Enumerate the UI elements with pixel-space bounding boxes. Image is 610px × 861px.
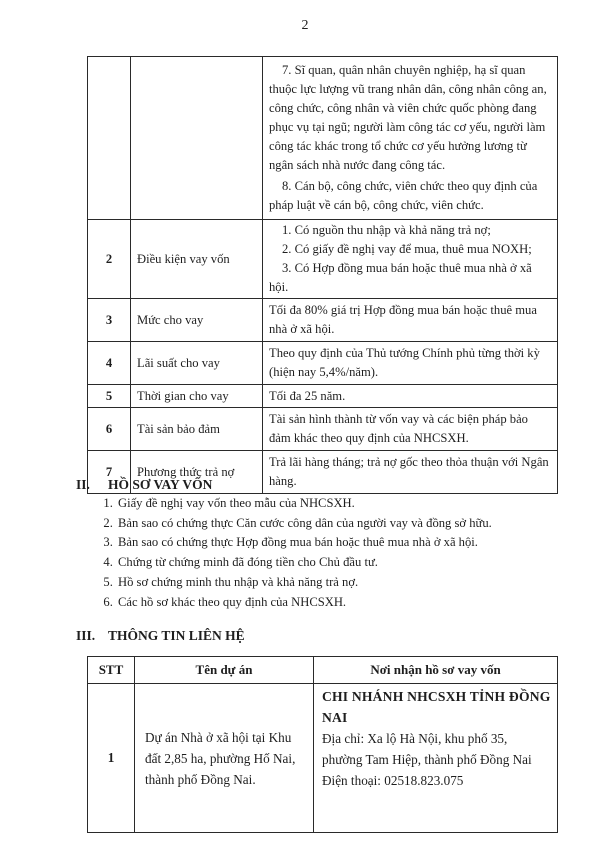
row-content-cell (263, 299, 558, 342)
row-content-cell (263, 408, 558, 451)
document-list (98, 494, 492, 612)
row-content-cell (263, 385, 558, 408)
row-number-cell: 7 (88, 451, 131, 494)
table-row (88, 342, 558, 385)
row-label-cell (131, 57, 263, 220)
list-item: Tối đa 80% giá trị Hợp đồng mua bán hoặc thuê mua nhà ở xã hội. (269, 303, 537, 336)
list-item: 8. Cán bộ, công chức, viên chức theo quy định của pháp luật về cán bộ, công chức, viên chức. (269, 179, 538, 212)
branch-name: CHI NHÁNH NHCSXH TỈNH ĐỒNG NAI (322, 689, 551, 725)
table-header-row (88, 657, 558, 684)
stt-cell: 1 (88, 684, 135, 833)
list-item: 6. Các hồ sơ khác theo quy định của NHCSXH. (116, 593, 492, 613)
contact-table (87, 656, 558, 833)
list-item: 1. Có nguồn thu nhập và khả năng trả nợ; (282, 223, 491, 237)
section-heading-loan-documents (76, 477, 212, 493)
table-row (88, 299, 558, 342)
page-number: 2 (301, 18, 309, 33)
list-item: 3. Có Hợp đồng mua bán hoặc thuê mua nhà ở xã hội. (269, 261, 532, 294)
row-number-cell: 2 (88, 220, 131, 299)
list-item: Tài sản hình thành từ vốn vay và các biện pháp bảo đảm khác theo quy định của NHCSXH. (269, 412, 528, 445)
row-label-cell: Mức cho vay (131, 299, 263, 342)
branch-address: Địa chỉ: Xa lộ Hà Nội, khu phố 35, phường Tam Hiệp, thành phố Đồng Nai (322, 731, 532, 767)
row-label-cell: Phương thức trả nợ (131, 451, 263, 494)
row-number-cell (88, 57, 131, 220)
project-cell: Dự án Nhà ở xã hội tại Khu đất 2,85 ha, phường Hố Nai, thành phố Đồng Nai. (135, 684, 314, 833)
row-number-cell: 4 (88, 342, 131, 385)
row-content-cell (263, 57, 558, 220)
row-content-cell (263, 220, 558, 299)
row-number-cell: 3 (88, 299, 131, 342)
column-header: Nơi nhận hồ sơ vay vốn (314, 657, 558, 684)
row-label-cell: Lãi suất cho vay (131, 342, 263, 385)
list-item: 3. Bản sao có chứng thực Hợp đồng mua bán hoặc thuê mua nhà ở xã hội. (116, 533, 492, 553)
receiving-office-cell (314, 684, 558, 833)
column-header: Tên dự án (135, 657, 314, 684)
row-label-cell: Điều kiện vay vốn (131, 220, 263, 299)
row-label-cell: Thời gian cho vay (131, 385, 263, 408)
row-label-cell: Tài sản bảo đảm (131, 408, 263, 451)
section-number: II. (76, 477, 90, 492)
section-title: HỒ SƠ VAY VỐN (108, 477, 213, 492)
section-number: III. (76, 628, 96, 643)
list-item: 1. Giấy đề nghị vay vốn theo mẫu của NHCSXH. (116, 494, 492, 514)
row-content-cell (263, 451, 558, 494)
table-row (88, 684, 558, 833)
list-item: Tối đa 25 năm. (269, 388, 346, 403)
table-row (88, 408, 558, 451)
table-row (88, 385, 558, 408)
table-row (88, 57, 558, 220)
section-title: THÔNG TIN LIÊN HỆ (108, 628, 245, 643)
row-content-cell (263, 342, 558, 385)
section-heading-contact (76, 628, 245, 644)
list-item: 5. Hồ sơ chứng minh thu nhập và khả năng trả nợ. (116, 573, 492, 593)
list-item: 4. Chứng từ chứng minh đã đóng tiền cho Chủ đầu tư. (116, 553, 492, 573)
column-header: STT (88, 657, 135, 684)
branch-phone: Điện thoại: 02518.823.075 (322, 773, 464, 788)
table-row (88, 220, 558, 299)
list-item: 2. Bản sao có chứng thực Căn cước công dân của người vay và đồng sở hữu. (116, 514, 492, 534)
row-number-cell: 6 (88, 408, 131, 451)
list-item: Trả lãi hàng tháng; trả nợ gốc theo thỏa thuận với Ngân hàng. (269, 455, 549, 488)
loan-conditions-table (87, 56, 558, 494)
list-item: 2. Có giấy đề nghị vay để mua, thuê mua NOXH; (282, 242, 532, 256)
list-item: 7. Sĩ quan, quân nhân chuyên nghiệp, hạ sĩ quan thuộc lực lượng vũ trang nhân dân, công nhân công an, công chức, công nhân và viên chức quốc phòng đang phục vụ tại ngũ; người làm công tác cơ yếu, người làm công tác khác trong tổ chức cơ yếu hưởng lương từ ngân sách nhà nước đang công tác. (269, 63, 547, 172)
row-number-cell: 5 (88, 385, 131, 408)
list-item: Theo quy định của Thủ tướng Chính phủ từng thời kỳ (hiện nay 5,4%/năm). (269, 346, 540, 379)
